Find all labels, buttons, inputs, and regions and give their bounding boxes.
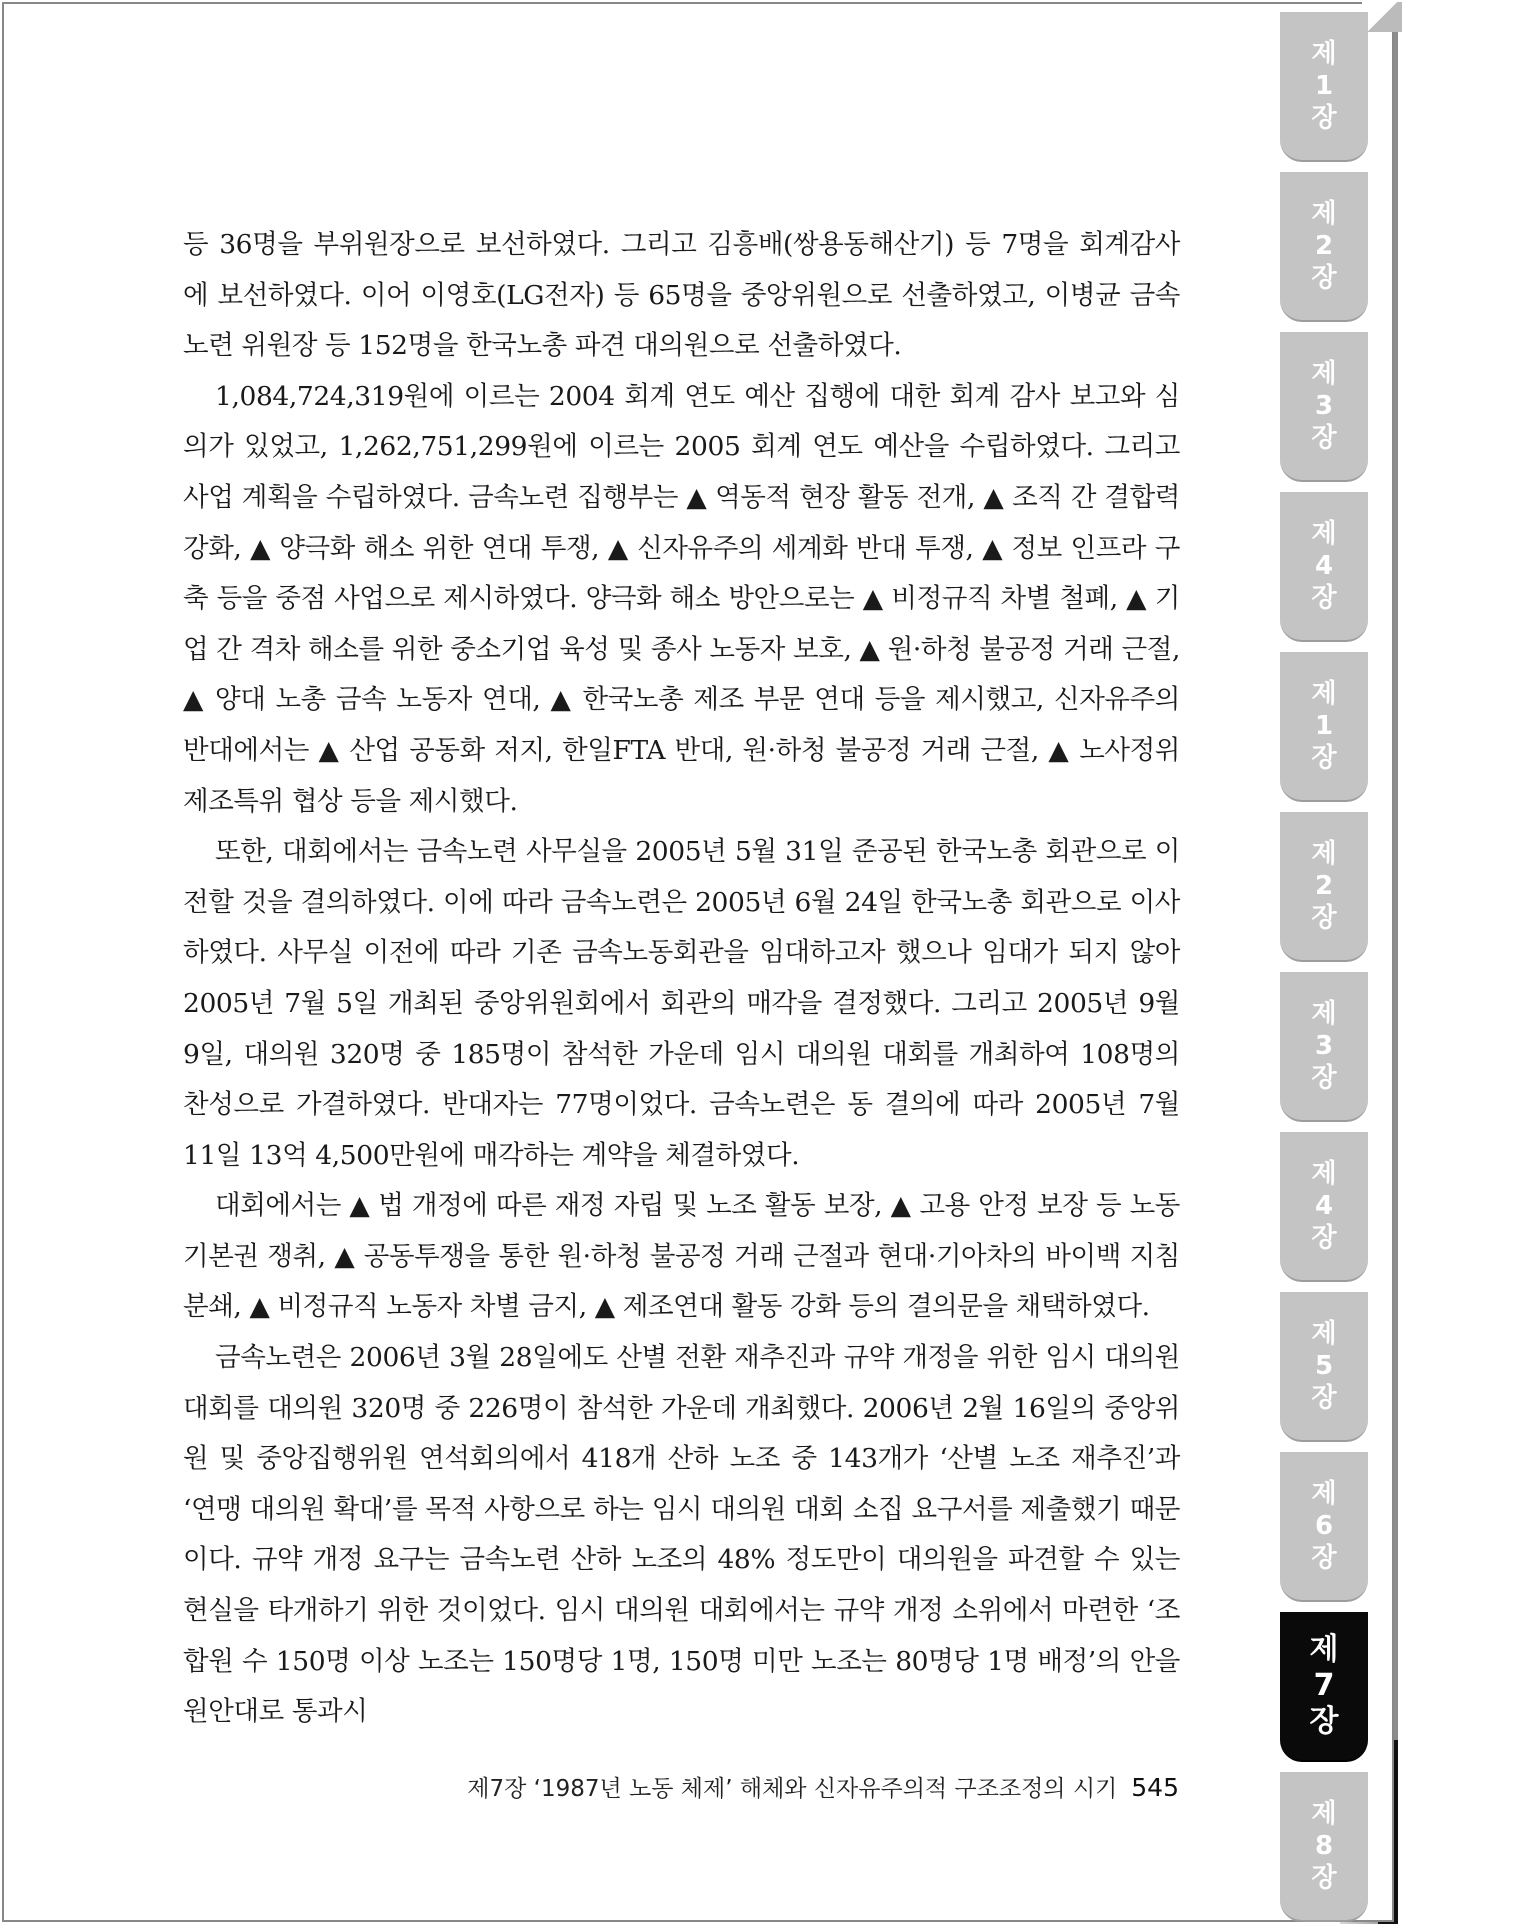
running-footer (467, 1770, 1179, 1803)
paragraph: 또한, 대회에서는 금속노련 사무실을 2005년 5월 31일 준공된 한국노총 회관으로 이전할 것을 결의하였다. 이에 따라 금속노련은 2005년 6월 24일 한국노총 회관으로 이사하였다. 사무실 이전에 따라 기존 금속노동회관을 임대하고자 했으나 임대가 되지 않아 2005년 7월 5일 개최된 중앙위원회에서 회관의 매각을 결정했다. 그리고 2005년 9월 9일, 대의원 320명 중 185명이 참석한 가운데 임시 대의원 대회를 개최하여 108명의 찬성으로 가결하였다. 반대자는 77명이었다. 금속노련은 동 결의에 따라 2005년 7월 11일 13억 4,500만원에 매각하는 계약을 체결하였다. (183, 836, 1180, 1171)
chapter-tab[interactable]: 제 4 장 (1280, 1132, 1368, 1282)
page-corner-fold (1362, 2, 1402, 32)
chapter-tab[interactable]: 제 1 장 (1280, 652, 1368, 802)
chapter-tab[interactable]: 제 3 장 (1280, 972, 1368, 1122)
chapter-tab[interactable]: 제 2 장 (1280, 172, 1368, 322)
chapter-tabs (1280, 0, 1368, 1926)
paragraph: 등 36명을 부위원장으로 보선하였다. 그리고 김흥배(쌍용동해산기) 등 7명을 회계감사에 보선하였다. 이어 이영호(LG전자) 등 65명을 중앙위원으로 선출하였고, 이병균 금속노련 위원장 등 152명을 한국노총 파견 대의원으로 선출하였다. (183, 229, 1180, 362)
paragraph: 금속노련은 2006년 3월 28일에도 산별 전환 재추진과 규약 개정을 위한 임시 대의원 대회를 대의원 320명 중 226명이 참석한 가운데 개최했다. 2006년 2월 16일의 중앙위원 및 중앙집행위원 연석회의에서 418개 산하 노조 중 143개가 ‘산별 노조 재추진’과 ‘연맹 대의원 확대’를 목적 사항으로 하는 임시 대의원 대회 소집 요구서를 제출했기 때문이다. 규약 개정 요구는 금속노련 산하 노조의 48% 정도만이 대의원을 파견할 수 있는 현실을 타개하기 위한 것이었다. 임시 대의원 대회에서는 규약 개정 소위에서 마련한 ‘조합원 수 150명 이상 노조는 150명당 1명, 150명 미만 노조는 80명당 1명 배정’의 안을 원안대로 통과시 (183, 1342, 1180, 1728)
chapter-tab[interactable]: 제 3 장 (1280, 332, 1368, 482)
chapter-tab-active[interactable]: 제 7 장 (1280, 1612, 1368, 1762)
chapter-tab[interactable]: 제 1 장 (1280, 12, 1368, 162)
chapter-tab[interactable]: 제 5 장 (1280, 1292, 1368, 1442)
body-text (183, 220, 1180, 1738)
running-title: 제7장 ‘1987년 노동 체제’ 해체와 신자유주의적 구조조정의 시기 (467, 1776, 1118, 1802)
page-number: 545 (1131, 1773, 1179, 1802)
paragraph: 1,084,724,319원에 이르는 2004 회계 연도 예산 집행에 대한 회계 감사 보고와 심의가 있었고, 1,262,751,299원에 이르는 2005 회계 연도 예산을 수립하였다. 그리고 사업 계획을 수립하였다. 금속노련 집행부는 ▲ 역동적 현장 활동 전개, ▲ 조직 간 결합력 강화, ▲ 양극화 해소 위한 연대 투쟁, ▲ 신자유주의 세계화 반대 투쟁, ▲ 정보 인프라 구축 등을 중점 사업으로 제시하였다. 양극화 해소 방안으로는 ▲ 비정규직 차별 철폐, ▲ 기업 간 격차 해소를 위한 중소기업 육성 및 종사 노동자 보호, ▲ 원·하청 불공정 거래 근절, ▲ 양대 노총 금속 노동자 연대, ▲ 한국노총 제조 부문 연대 등을 제시했고, 신자유주의 반대에서는 ▲ 산업 공동화 저지, 한일FTA 반대, 원·하청 불공정 거래 근절, ▲ 노사정위 제조특위 협상 등을 제시했다. (183, 380, 1180, 817)
chapter-tab[interactable]: 제 8 장 (1280, 1772, 1368, 1922)
chapter-tab[interactable]: 제 2 장 (1280, 812, 1368, 962)
paragraph: 대회에서는 ▲ 법 개정에 따른 재정 자립 및 노조 활동 보장, ▲ 고용 안정 보장 등 노동기본권 쟁취, ▲ 공동투쟁을 통한 원·하청 불공정 거래 근절과 현대·기아차의 바이백 지침 분쇄, ▲ 비정규직 노동자 차별 금지, ▲ 제조연대 활동 강화 등의 결의문을 채택하였다. (183, 1190, 1180, 1323)
chapter-tab[interactable]: 제 6 장 (1280, 1452, 1368, 1602)
chapter-tab[interactable]: 제 4 장 (1280, 492, 1368, 642)
